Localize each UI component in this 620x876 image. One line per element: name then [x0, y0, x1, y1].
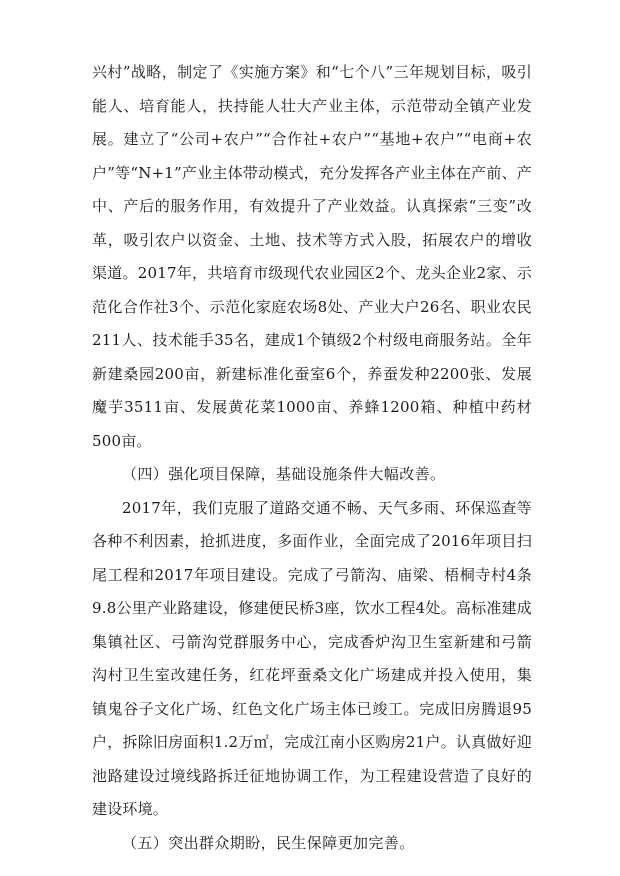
paragraph-projects: 2017年，我们克服了道路交通不畅、天气多雨、环保巡查等各种不利因素，抢抓进度，多面作业，全面完成了2016年项目扫尾工程和2017年项目建设。完成了弓箭沟、庙梁、梧桐寺村4条9.8公里产业路建设，修建便民桥3座，饮水工程4处。高标准建成集镇社区、弓箭沟党群服务中心，完成香炉沟卫生室新建和弓箭沟村卫生室改建任务，红花坪蚕桑文化广场建成并投入使用，集镇鬼谷子文化广场、红色文化广场主体已竣工。完成旧房腾退95户，拆除旧房面积1.2万㎡，完成江南小区购房21户。认真做好迎池路建设过境线路拆迁征地协调工作，为工程建设营造了良好的建设环境。 — [92, 498, 532, 818]
section-heading-four: （四）强化项目保障，基础设施条件大幅改善。 — [122, 465, 446, 483]
document-body — [92, 56, 532, 860]
section-heading-five: （五）突出群众期盼，民生保障更加完善。 — [122, 833, 415, 852]
paragraph-continued: 兴村”战略，制定了《实施方案》和“七个八”三年规划目标，吸引能人、培育能人，扶持能人壮大产业主体，示范带动全镇产业发展。建立了“公司+农户”“合作社+农户”“基地+农户”“电商+农户”等“N+1”产业主体带动模式，充分发挥各产业主体在产前、产中、产后的服务作用，有效提升了产业效益。认真探索“三变”改革，吸引农户以资金、土地、技术等方式入股，拓展农户的增收渠道。2017年，共培育市级现代农业园区2个、龙头企业2家、示范化合作社3个、示范化家庭农场8处、产业大户26名、职业农民211人、技术能手35名，建成1个镇级2个村级电商服务站。全年新建桑园200亩，新建标准化蚕室6个，养蚕发种2200张、发展魔芋3511亩、发展黄花菜1000亩、养蜂1200箱、种植中药材500亩。 — [92, 63, 532, 450]
